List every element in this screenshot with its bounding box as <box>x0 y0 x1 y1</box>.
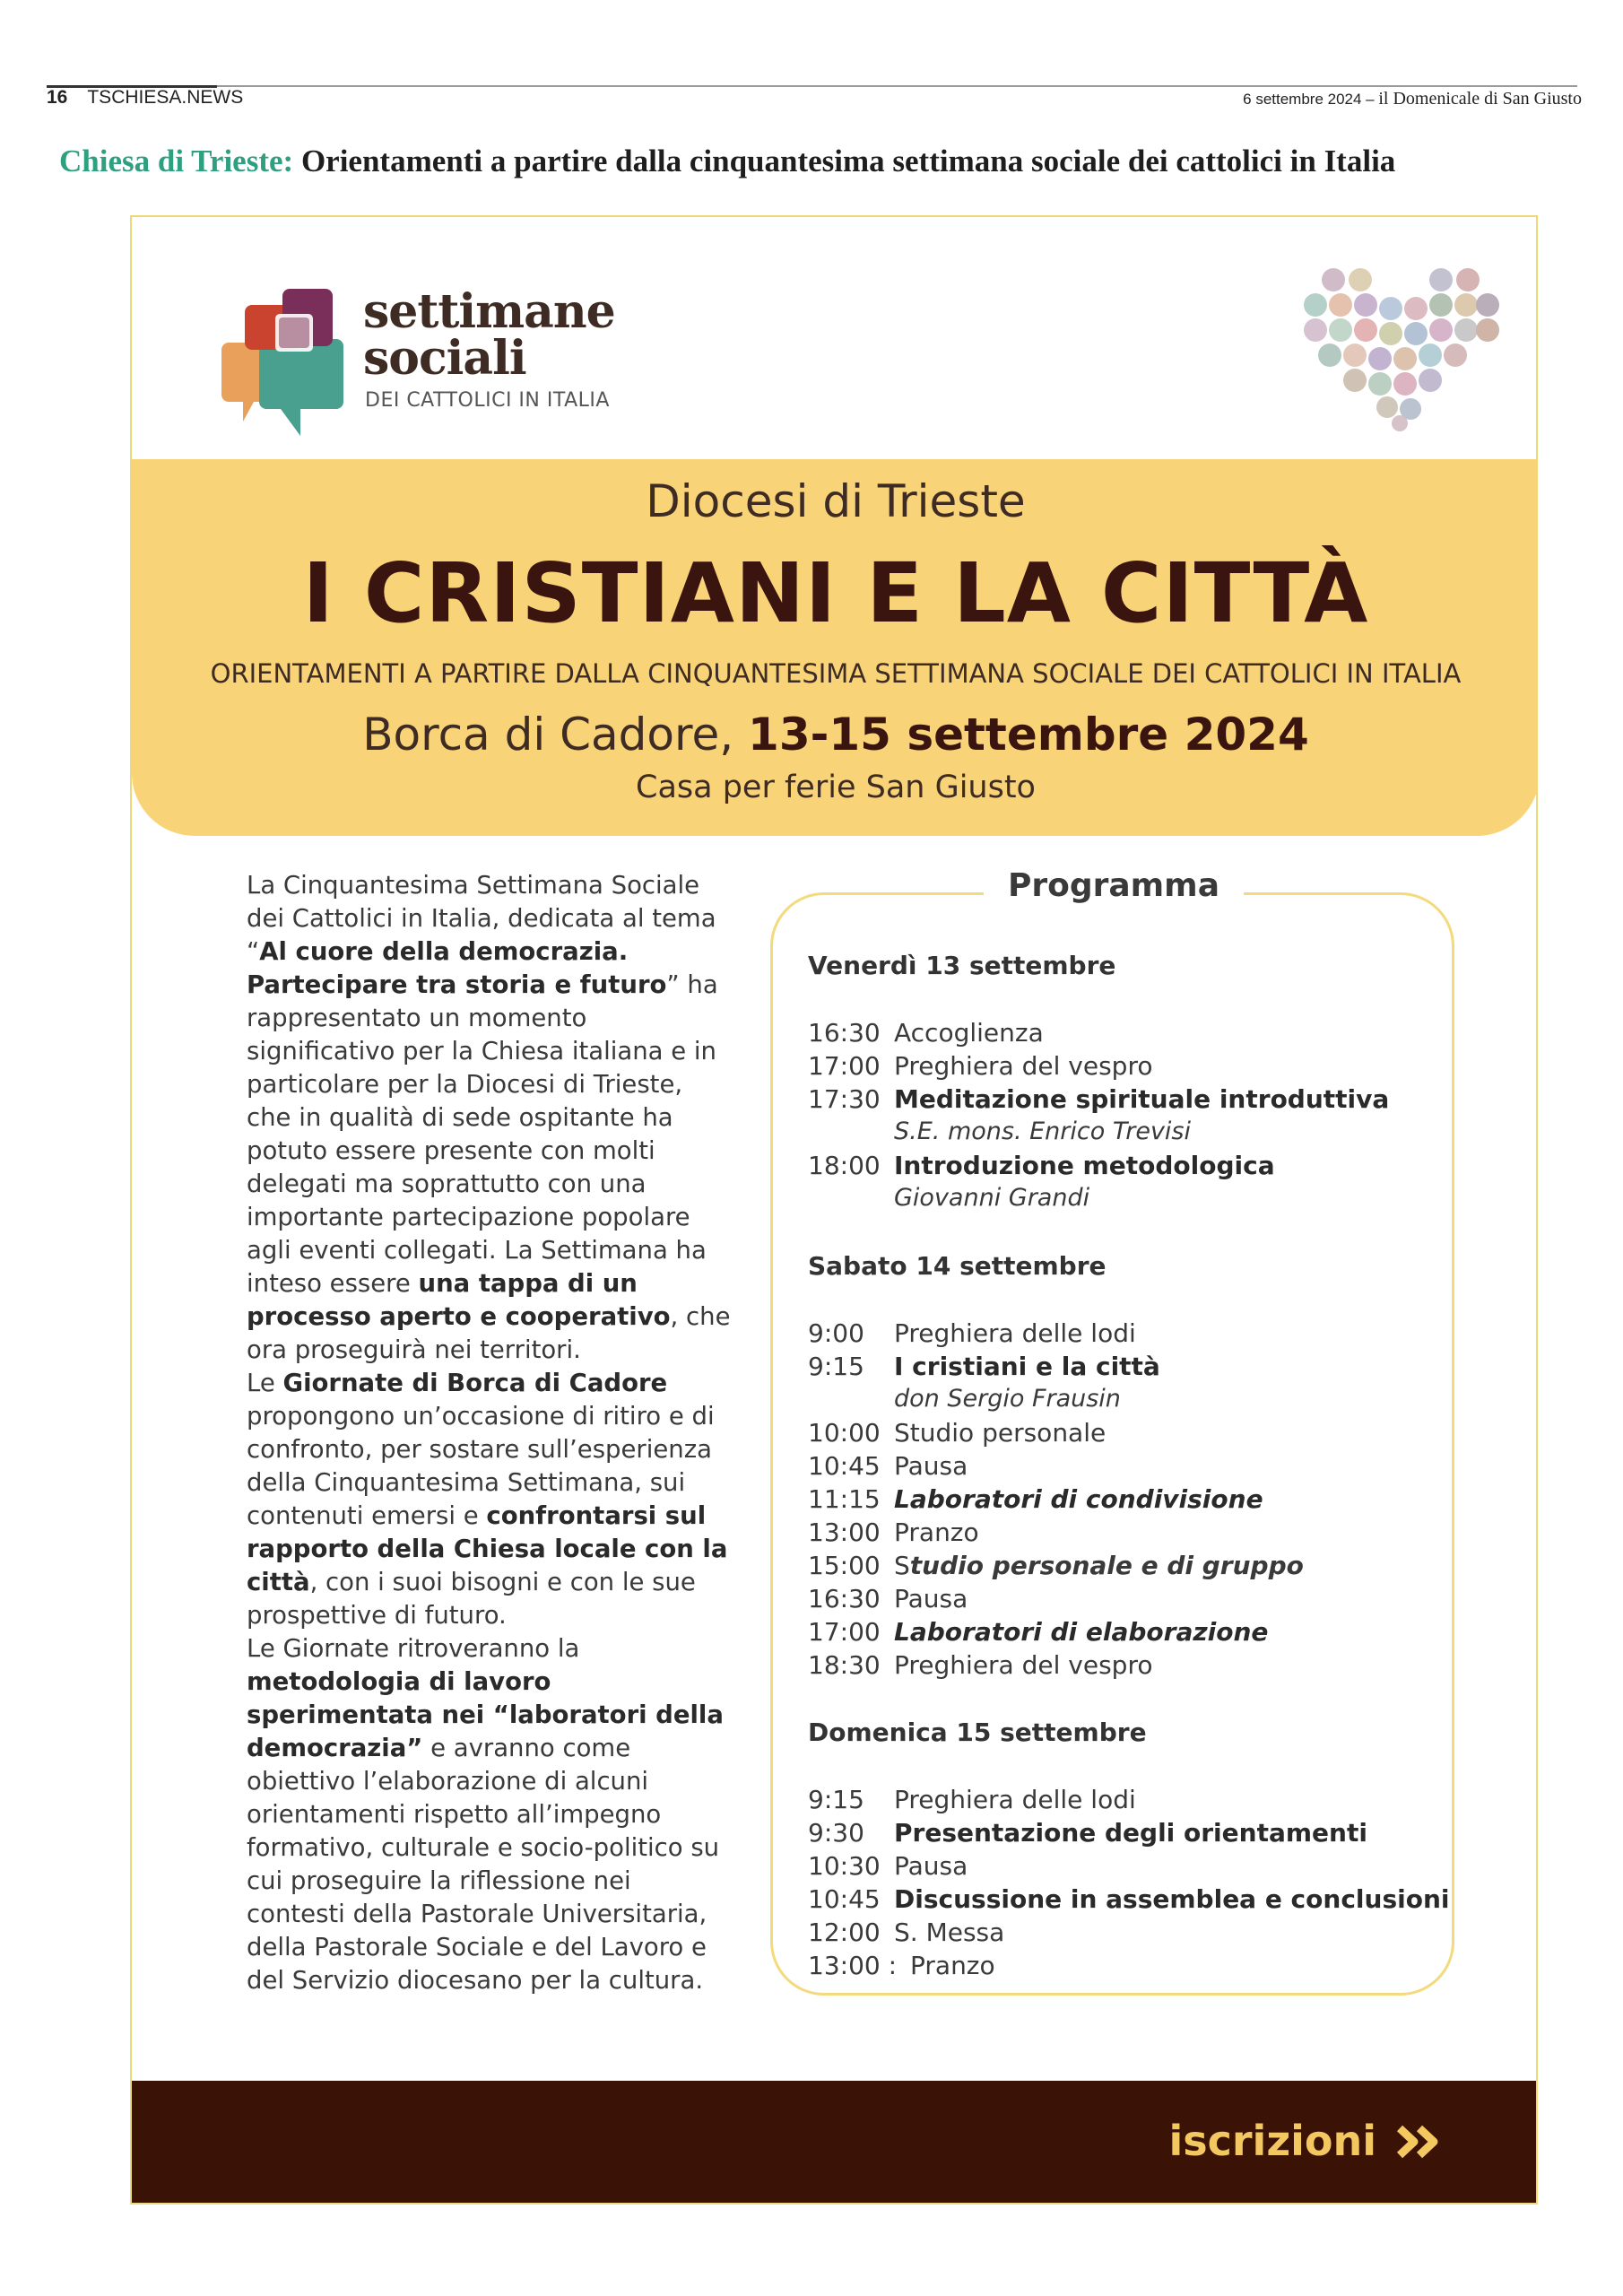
intro-paragraph <box>247 869 731 1997</box>
program-day-label: Venerdì 13 settembre <box>808 951 1116 980</box>
intro-text: La Cinquantesima Settimana Sociale dei Cattolici in Italia, dedicata al tema “ <box>247 871 716 966</box>
program-time: 17:00 <box>808 1051 881 1081</box>
intro-text: propongono un’occasione di ritiro e di confronto, per sostare sull’esperienza della Cinquantesima Settimana, sui contenuti emersi e <box>247 1402 715 1530</box>
intro-text: ” ha rappresentato un momento significativo per la Chiesa italiana e in particolare per la Diocesi di Trieste, che in qualità di sede ospitante ha potuto essere presente con molti delegati ma soprattutto con una importante partecipazione popolare agli eventi collegati. La Settimana ha inteso essere <box>247 970 718 1298</box>
event-venue: Casa per ferie San Giusto <box>636 770 1036 805</box>
program-activity: Pausa <box>894 1584 968 1613</box>
program-speaker: S.E. mons. Enrico Trevisi <box>894 1118 1191 1145</box>
program-activity: Presentazione degli orientamenti <box>894 1818 1367 1848</box>
program-time: 16:30 <box>808 1584 881 1613</box>
program-time: 10:45 <box>808 1884 881 1914</box>
program-speaker: Giovanni Grandi <box>894 1184 1090 1212</box>
program-activity: tudio personale e di gruppo <box>909 1551 1304 1580</box>
program-time: 18:00 <box>808 1151 881 1180</box>
program-time: 9:15 <box>808 1352 864 1381</box>
header-rule <box>47 85 1577 87</box>
intro-text: Le <box>247 1369 283 1397</box>
registration-label: iscrizioni <box>1168 2117 1376 2165</box>
event-subtitle: ORIENTAMENTI A PARTIRE DALLA CINQUANTESIMA SETTIMANA SOCIALE DEI CATTOLICI IN ITALIA <box>210 658 1462 689</box>
program-activity-row <box>894 1551 1304 1580</box>
diocese-name: Diocesi di Trieste <box>646 475 1026 527</box>
program-time: 17:30 <box>808 1084 881 1114</box>
program-activity-initial: S <box>894 1551 910 1580</box>
program-time: 10:30 <box>808 1851 881 1881</box>
intro-text: , che ora proseguirà nei territori. <box>247 1302 731 1364</box>
program-activity: Meditazione spirituale introduttiva <box>894 1084 1390 1114</box>
intro-text: , con i suoi bisogni e con le sue prospettive di futuro. <box>247 1568 696 1630</box>
program-time: 12:00 <box>808 1918 881 1947</box>
program-activity: Pausa <box>894 1851 968 1881</box>
program-time: 9:30 <box>808 1818 864 1848</box>
program-time: 10:45 <box>808 1451 881 1481</box>
program-activity: Preghiera delle lodi <box>894 1785 1136 1814</box>
intro-highlight: Giornate di Borca di Cadore <box>282 1369 668 1397</box>
event-title: I CRISTIANI E LA CITTÀ <box>302 545 1369 641</box>
program-activity: Preghiera del vespro <box>894 1650 1153 1680</box>
intro-theme: Al cuore della democrazia. Partecipare tra storia e futuro <box>247 937 667 999</box>
program-activity: Preghiera delle lodi <box>894 1318 1136 1348</box>
article-title <box>59 144 1395 179</box>
program-day-label: Sabato 14 settembre <box>808 1251 1107 1281</box>
registration-link[interactable] <box>1168 2117 1443 2165</box>
program-time: 15:00 <box>808 1551 881 1580</box>
program-activity: Pranzo <box>894 1518 979 1547</box>
program-day-label: Domenica 15 settembre <box>808 1718 1147 1747</box>
intro-highlight: una tappa di un processo aperto e cooperativo <box>247 1269 671 1331</box>
program-activity: Laboratori di elaborazione <box>894 1617 1269 1647</box>
program-activity: Introduzione metodologica <box>894 1151 1275 1180</box>
article-headline: Orientamenti a partire dalla cinquantesima settimana sociale dei cattolici in Italia <box>300 144 1396 178</box>
registration-footer[interactable] <box>132 2081 1538 2205</box>
program-time: 13:00 <box>808 1518 881 1547</box>
issue-date: 6 settembre 2024 – <box>1243 91 1375 108</box>
event-poster <box>130 215 1538 2205</box>
program-activity: Accoglienza <box>894 1018 1044 1048</box>
title-banner <box>132 459 1538 836</box>
program-time: 9:15 <box>808 1785 864 1814</box>
section-name: TSCHIESA.NEWS <box>87 87 244 108</box>
program-time: 17:00 <box>808 1617 881 1647</box>
newspaper-name: il Domenicale di San Giusto <box>1378 89 1582 109</box>
event-place-dates <box>132 709 1538 761</box>
logo-wordmark-line1: settimane <box>363 284 615 339</box>
program-activity: S. Messa <box>894 1918 1005 1947</box>
speech-bubbles-logo-icon <box>221 287 347 444</box>
intro-text: Le Giornate ritroveranno la <box>247 1634 580 1663</box>
program-activity: Laboratori di condivisione <box>894 1484 1263 1514</box>
page-number: 16 <box>47 87 68 108</box>
program-time: 18:30 <box>808 1650 881 1680</box>
program-activity: Preghiera del vespro <box>894 1051 1153 1081</box>
program-speaker: don Sergio Frausin <box>894 1385 1121 1413</box>
logo-wordmark-line2: sociali <box>363 331 526 386</box>
intro-highlight: confrontarsi sul rapporto della Chiesa locale con la città <box>247 1501 728 1596</box>
program-time: 13:00 : <box>808 1951 898 1980</box>
double-chevron-right-icon <box>1396 2125 1443 2159</box>
logo-tagline: DEI CATTOLICI IN ITALIA <box>365 389 610 412</box>
program-title: Programma <box>984 867 1244 904</box>
program-activity: Discussione in assemblea e conclusioni <box>894 1884 1450 1914</box>
article-kicker: Chiesa di Trieste: <box>59 144 294 178</box>
intro-text: e avranno come obiettivo l’elaborazione di alcuni orientamenti rispetto all’impegno formativo, culturale e socio-politico su cui proseguire la riflessione nei contesti della Pastorale Universitaria, della Pastorale Sociale e del Lavoro e del Servizio diocesano per la cultura. <box>247 1734 720 1995</box>
program-time: 11:15 <box>808 1484 881 1514</box>
program-time: 9:00 <box>808 1318 864 1348</box>
event-dates: 13-15 settembre 2024 <box>748 709 1309 761</box>
heart-of-faces-icon <box>1298 262 1504 432</box>
intro-highlight: metodologia di lavoro sperimentata nei “laboratori della democrazia” <box>247 1667 724 1762</box>
page-header-right <box>1243 89 1582 109</box>
program-time: 10:00 <box>808 1418 881 1448</box>
program-activity: I cristiani e la città <box>894 1352 1160 1381</box>
event-place: Borca di Cadore, <box>362 709 734 761</box>
program-activity: Studio personale <box>894 1418 1107 1448</box>
program-activity: Pranzo <box>910 1951 995 1980</box>
program-activity: Pausa <box>894 1451 968 1481</box>
page-header-left <box>47 87 243 109</box>
program-time: 16:30 <box>808 1018 881 1048</box>
